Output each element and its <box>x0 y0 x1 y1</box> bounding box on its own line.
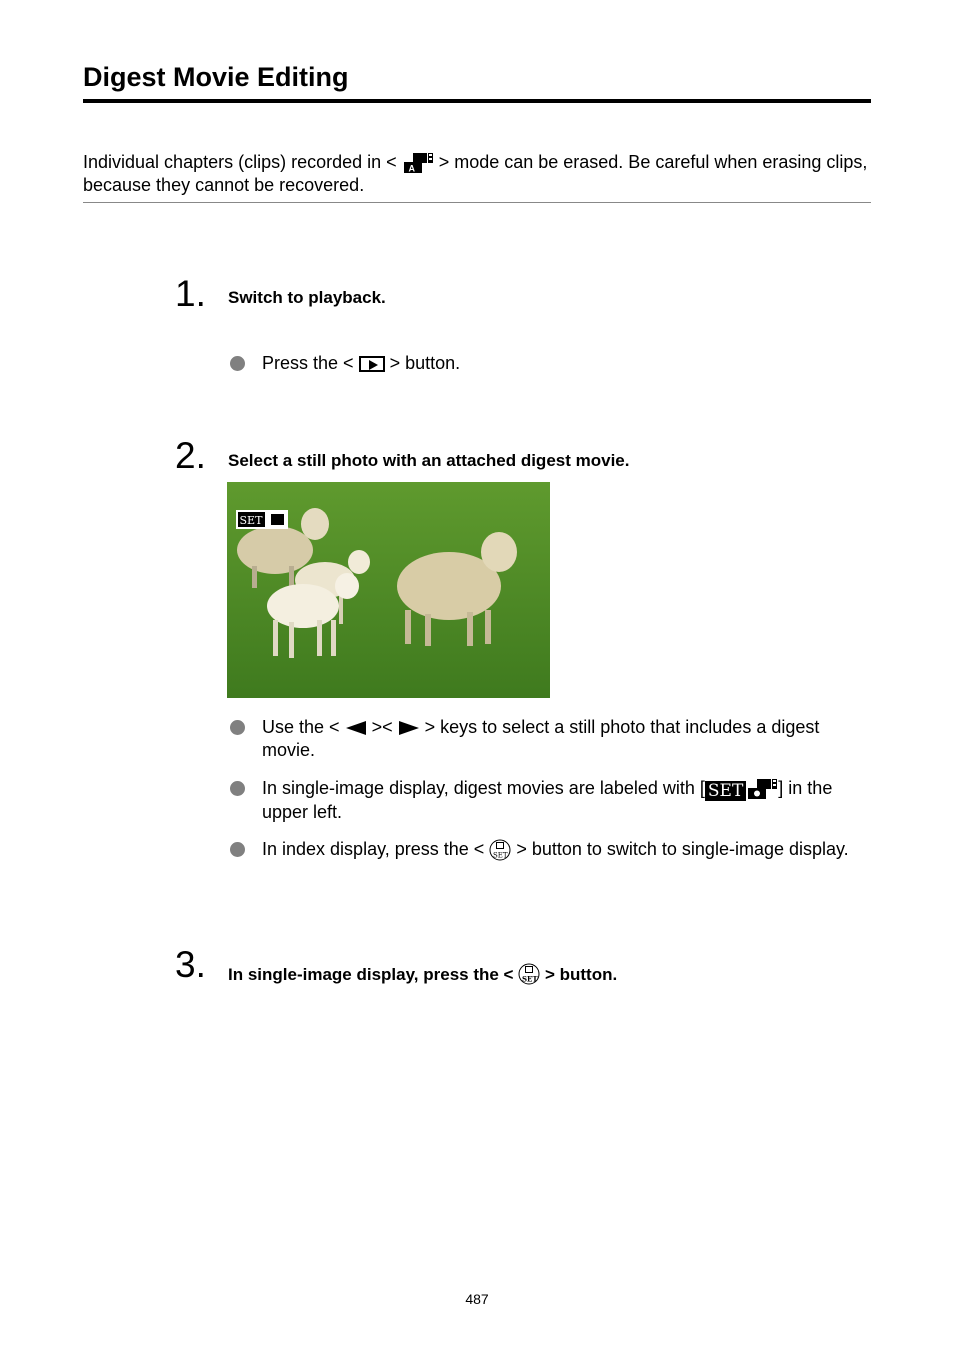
bullet <box>230 842 245 857</box>
digest-movie-mode-icon <box>402 152 434 174</box>
bullet <box>230 720 245 735</box>
intro-paragraph <box>83 151 873 197</box>
sheep-photo <box>227 482 550 698</box>
step-2-bullet-3 <box>262 838 862 861</box>
right-arrow-key-icon <box>398 720 420 736</box>
playback-button-icon <box>359 356 385 372</box>
svg-text:A: A <box>408 163 415 174</box>
bullet-text: Press the < <box>262 353 354 373</box>
step-2-bullet-1 <box>262 716 862 762</box>
step-1-number: 1. <box>175 273 206 314</box>
step-2-text: Select a still photo with an attached digest movie. <box>228 451 630 470</box>
bullet-text: Use the < <box>262 717 340 737</box>
set-badge: SET <box>705 781 746 801</box>
step-1-text: Switch to playback. <box>228 288 386 307</box>
title-underline <box>83 99 871 103</box>
page-title: Digest Movie Editing <box>83 62 349 92</box>
step-text-part: In single-image display, press the < <box>228 965 514 984</box>
step-2-bullet-2 <box>262 777 862 824</box>
bullet-text: In single-image display, digest movies are labeled with [ <box>262 778 705 798</box>
step-1-bullet-1 <box>262 352 862 375</box>
step-2-number: 2. <box>175 435 206 476</box>
bullet <box>230 781 245 796</box>
set-button-icon <box>489 839 511 861</box>
digest-movie-icon <box>746 778 778 800</box>
page-number: 487 <box>465 1291 489 1307</box>
set-button-icon <box>518 963 540 985</box>
svg-text:SET: SET <box>493 851 508 860</box>
bullet-text: ] in the upper left. <box>262 778 833 822</box>
bullet-text: >< <box>371 717 393 737</box>
svg-text:SET: SET <box>522 974 538 984</box>
step-3-text <box>228 963 617 985</box>
bullet-text: > button. <box>389 353 461 373</box>
step-3-number: 3. <box>175 944 206 985</box>
bullet-text: > keys to select a still photo that includes a digest movie. <box>262 717 820 760</box>
photo-set-badge: SET <box>239 514 263 527</box>
bullet-text: > button to switch to single-image display. <box>516 839 849 859</box>
intro-text-1: Individual chapters (clips) recorded in < <box>83 152 397 172</box>
intro-text-2: > mode can be erased. Be careful when erasing clips, because they cannot be recovered. <box>83 152 868 196</box>
left-arrow-key-icon <box>345 720 367 736</box>
bullet-text: In index display, press the < <box>262 839 485 859</box>
bullet <box>230 356 245 371</box>
step-text-part: > button. <box>544 965 618 984</box>
intro-divider <box>83 202 871 203</box>
